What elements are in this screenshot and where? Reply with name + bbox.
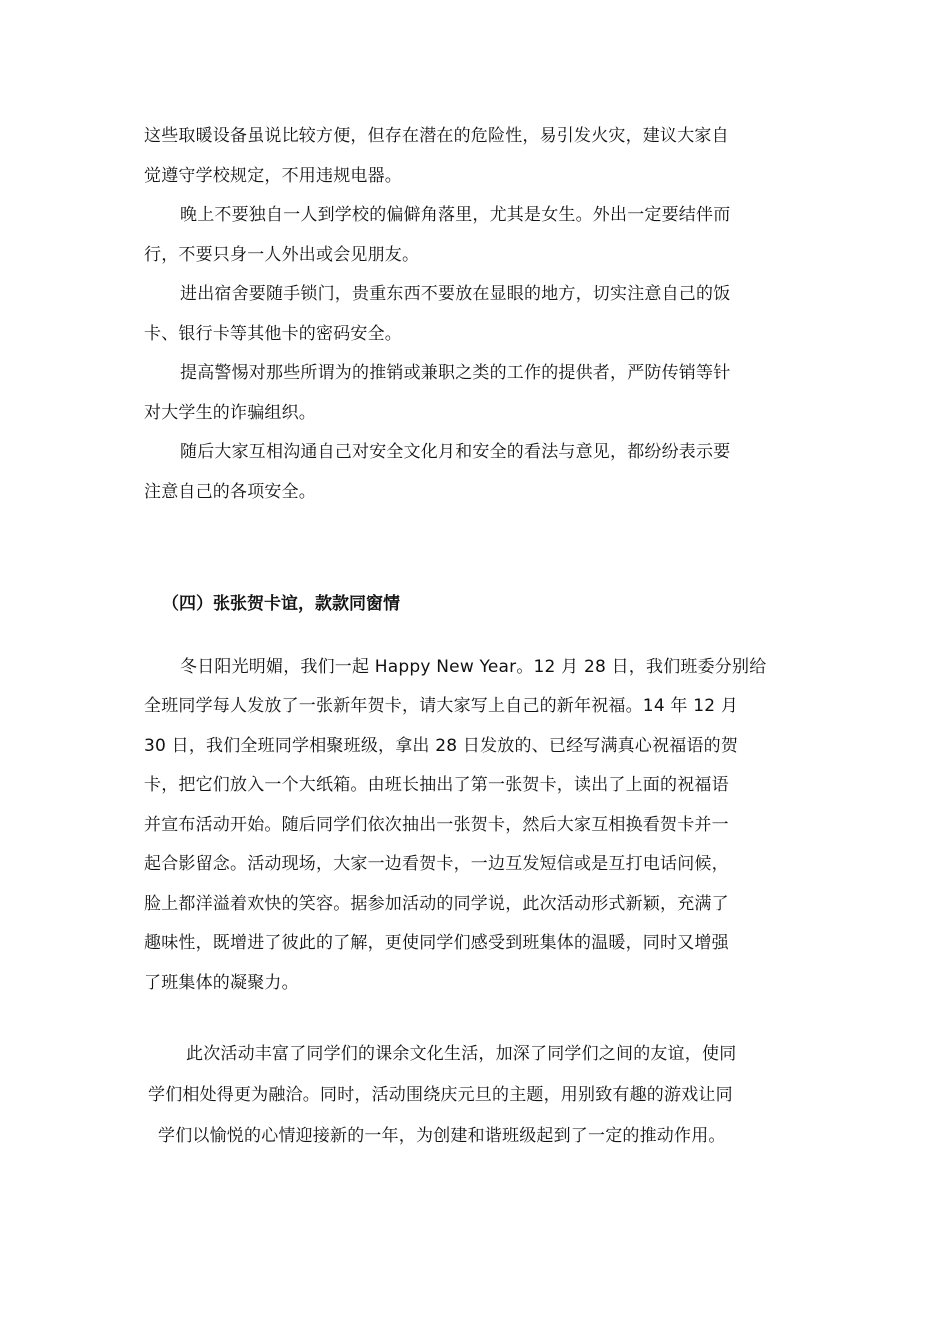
text-line: 注意自己的各项安全。 xyxy=(144,482,316,502)
text-line: 卡，把它们放入一个大纸箱。由班长抽出了第一张贺卡，读出了上面的祝福语 xyxy=(144,775,729,795)
text-line: 趣味性，既增进了彼此的了解，更使同学们感受到班集体的温暖，同时又增强 xyxy=(144,933,729,953)
text-line: 提高警惕对那些所谓为的推销或兼职之类的工作的提供者，严防传销等针 xyxy=(180,363,731,383)
text-line: 对大学生的诈骗组织。 xyxy=(144,403,316,423)
text-line: 随后大家互相沟通自己对安全文化月和安全的看法与意见，都纷纷表示要 xyxy=(180,442,731,462)
text-line: 学们以愉悦的心情迎接新的一年，为创建和谐班级起到了一定的推动作用。 xyxy=(158,1126,726,1146)
text-line: 学们相处得更为融洽。同时，活动围绕庆元旦的主题，用别致有趣的游戏让同 xyxy=(148,1085,733,1105)
text-line: 行，不要只身一人外出或会见朋友。 xyxy=(144,245,420,265)
text-line: 30 日，我们全班同学相聚班级，拿出 28 日发放的、已经写满真心祝福语的贺 xyxy=(144,736,739,756)
text-line: 觉遵守学校规定，不用违规电器。 xyxy=(144,166,402,186)
text-line: 冬日阳光明媚，我们一起 Happy New Year。12 月 28 日，我们班委分别给 xyxy=(180,657,767,677)
text-line: 这些取暖设备虽说比较方便，但存在潜在的危险性，易引发火灾，建议大家自 xyxy=(144,126,729,146)
text-line: 脸上都洋溢着欢快的笑容。据参加活动的同学说，此次活动形式新颖，充满了 xyxy=(144,894,729,914)
text-line: 全班同学每人发放了一张新年贺卡，请大家写上自己的新年祝福。14 年 12 月 xyxy=(144,696,739,716)
text-line: 此次活动丰富了同学们的课余文化生活，加深了同学们之间的友谊，使同 xyxy=(186,1044,737,1064)
text-line: 了班集体的凝聚力。 xyxy=(144,973,299,993)
text-line: 起合影留念。活动现场，大家一边看贺卡，一边互发短信或是互打电话问候， xyxy=(144,854,729,874)
text-line: 进出宿舍要随手锁门，贵重东西不要放在显眼的地方，切实注意自己的饭 xyxy=(180,284,731,304)
text-line: 并宣布活动开始。随后同学们依次抽出一张贺卡，然后大家互相换看贺卡并一 xyxy=(144,815,729,835)
section-heading: （四）张张贺卡谊，款款同窗情 xyxy=(162,594,400,614)
text-line: 晚上不要独自一人到学校的偏僻角落里，尤其是女生。外出一定要结伴而 xyxy=(180,205,731,225)
text-line: 卡、银行卡等其他卡的密码安全。 xyxy=(144,324,402,344)
